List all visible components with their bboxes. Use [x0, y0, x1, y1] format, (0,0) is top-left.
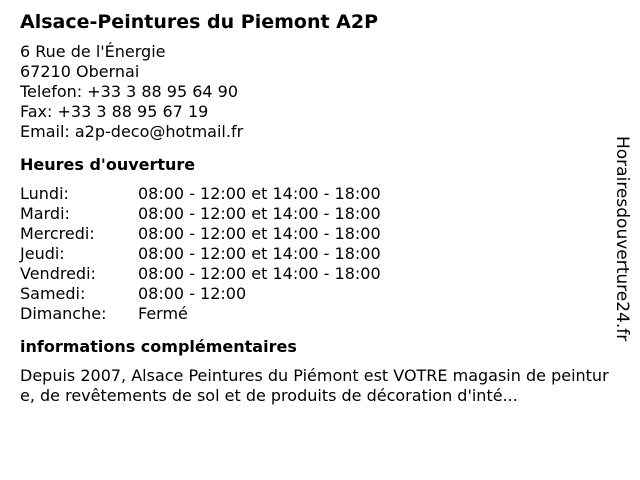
- hours-time: 08:00 - 12:00 et 14:00 - 18:00: [138, 204, 381, 223]
- hours-time: 08:00 - 12:00 et 14:00 - 18:00: [138, 184, 381, 203]
- hours-row: [20, 284, 381, 304]
- phone-number: Telefon: +33 3 88 95 64 90: [20, 82, 239, 101]
- hours-row: [20, 264, 381, 284]
- hours-day: Lundi:: [20, 184, 69, 203]
- hours-row: [20, 244, 381, 264]
- hours-row: [20, 304, 381, 324]
- hours-time: 08:00 - 12:00 et 14:00 - 18:00: [138, 264, 381, 283]
- hours-row: [20, 184, 381, 204]
- address-city: 67210 Obernai: [20, 62, 140, 81]
- business-card: [20, 10, 610, 406]
- fax-number: Fax: +33 3 88 95 67 19: [20, 102, 209, 121]
- hours-row: [20, 204, 381, 224]
- hours-time: 08:00 - 12:00: [138, 284, 247, 303]
- hours-time: 08:00 - 12:00 et 14:00 - 18:00: [138, 244, 381, 263]
- hours-time: Fermé: [138, 304, 188, 323]
- hours-time: 08:00 - 12:00 et 14:00 - 18:00: [138, 224, 381, 243]
- hours-row: [20, 224, 381, 244]
- hours-day: Mardi:: [20, 204, 70, 223]
- email-address: Email: a2p-deco@hotmail.fr: [20, 122, 244, 141]
- opening-hours-table: [20, 184, 381, 324]
- business-name: Alsace-Peintures du Piemont A2P: [20, 11, 379, 33]
- hours-day: Vendredi:: [20, 264, 96, 283]
- hours-day: Dimanche:: [20, 304, 107, 323]
- business-description: Depuis 2007, Alsace Peintures du Piémont est VOTRE magasin de peinture, de revêtements de sol et de produits de décoration d'inté...: [20, 366, 609, 405]
- hours-day: Mercredi:: [20, 224, 95, 243]
- hours-day: Jeudi:: [20, 244, 65, 263]
- site-watermark: Horairesdouverture24.fr: [612, 136, 632, 342]
- additional-info-heading: informations complémentaires: [20, 337, 297, 356]
- opening-hours-heading: Heures d'ouverture: [20, 155, 196, 174]
- address-street: 6 Rue de l'Énergie: [20, 42, 166, 61]
- hours-day: Samedi:: [20, 284, 86, 303]
